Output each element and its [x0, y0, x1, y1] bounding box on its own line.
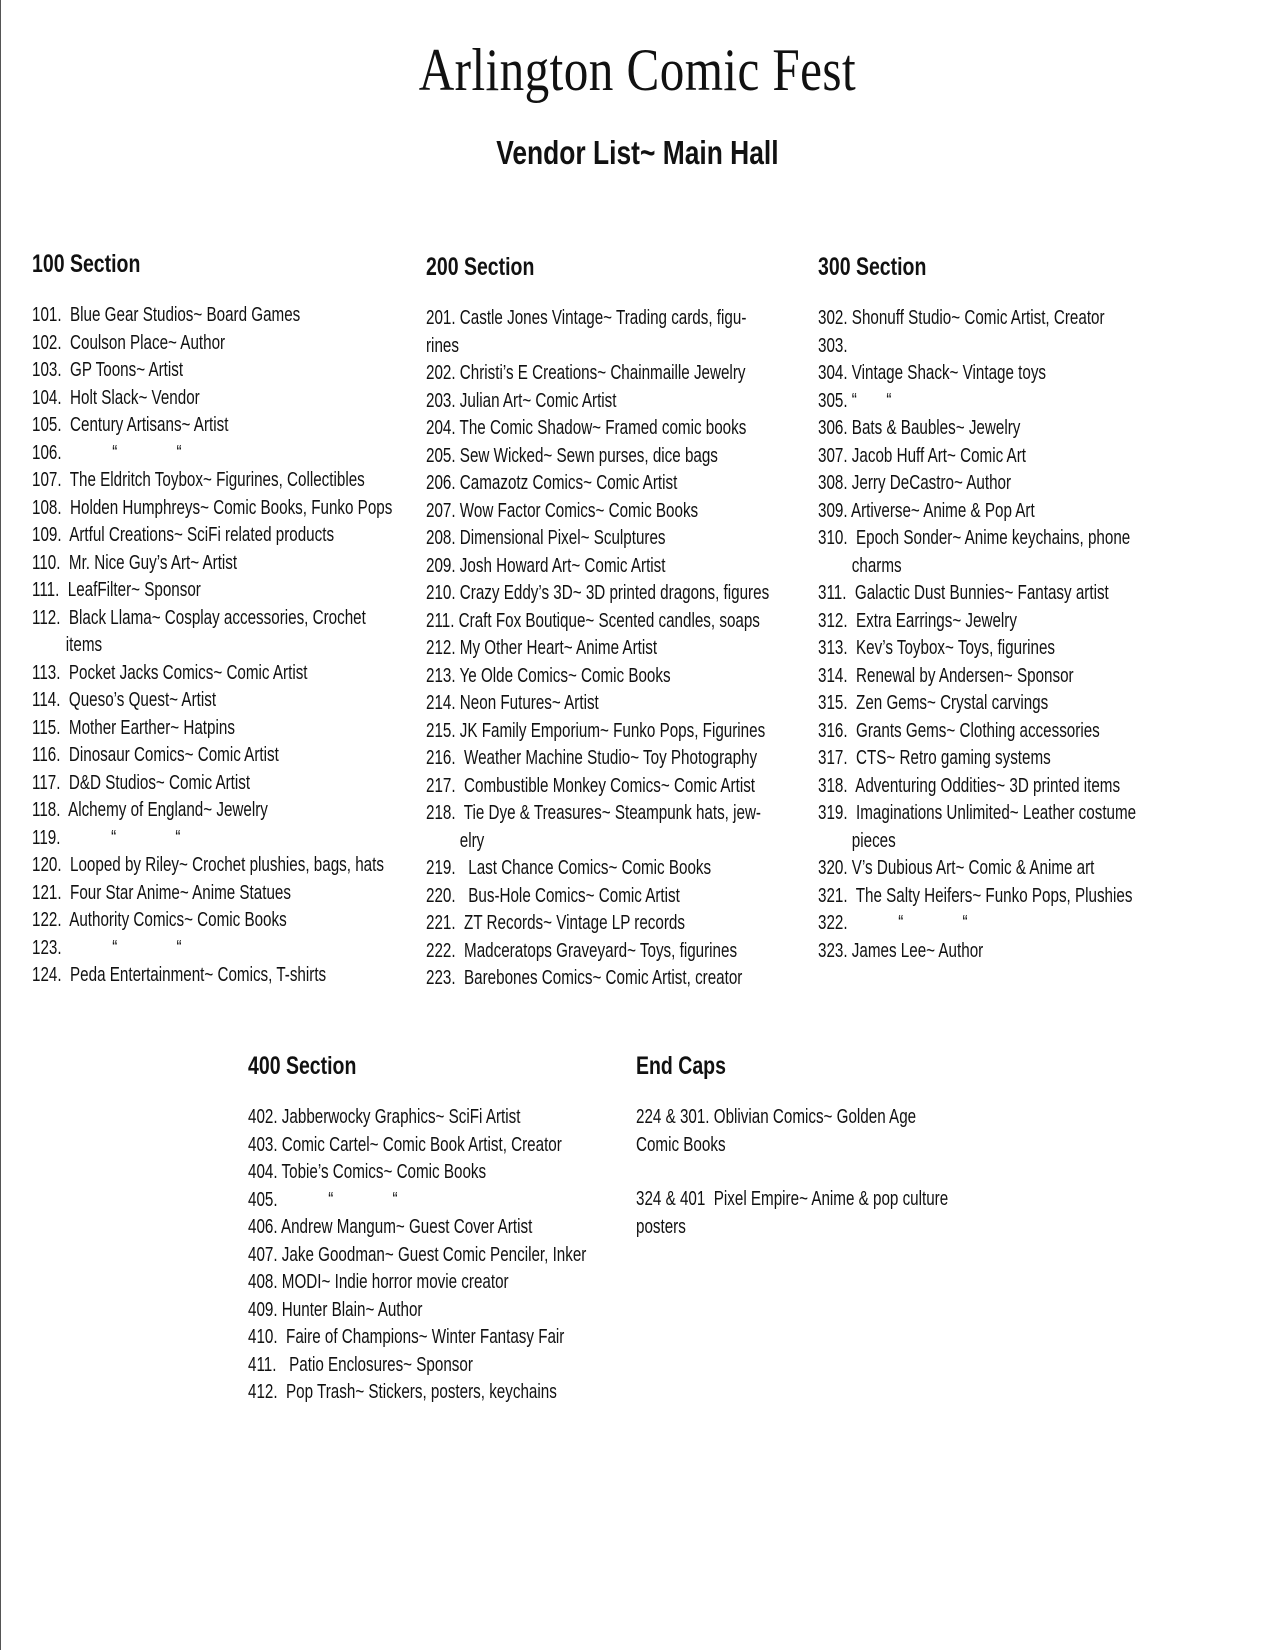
- vendor-entry-line: [426, 525, 769, 553]
- vendor-entry: [248, 1324, 693, 1352]
- vendor-entry-text: 116. Dinosaur Comics~ Comic Artist: [32, 744, 279, 766]
- vendor-entry: [636, 1104, 1047, 1159]
- vendor-entry-continuation: [818, 828, 1136, 856]
- vendor-entry-text: 204. The Comic Shadow~ Framed comic books: [426, 417, 747, 439]
- vendor-entry-line: [818, 938, 1136, 966]
- vendor-entry-line: [426, 855, 769, 883]
- vendor-entry: [426, 773, 878, 801]
- vendor-entry-line: [818, 800, 1136, 828]
- vendor-entry: [426, 608, 878, 636]
- vendor-entry: [426, 855, 878, 883]
- vendor-entry-text: 224 & 301. Oblivian Comics~ Golden Age: [636, 1106, 917, 1128]
- vendor-entry-line: [248, 1324, 586, 1352]
- vendor-entry-text: 305. “ “: [818, 389, 892, 412]
- vendor-entry-continuation: [426, 333, 769, 361]
- vendor-entry: [818, 663, 1237, 691]
- vendor-entry: [818, 938, 1237, 966]
- vendor-entry-text: 112. Black Llama~ Cosplay accessories, Crochet: [32, 606, 366, 629]
- vendor-entry: [818, 773, 1237, 801]
- vendor-entry-line: [32, 825, 392, 853]
- vendor-entry-text: 222. Madceratops Graveyard~ Toys, figurines: [426, 939, 738, 962]
- vendor-entry: [818, 745, 1237, 773]
- vendor-entry-line: [818, 443, 1136, 471]
- vendor-entry-text: 101. Blue Gear Studios~ Board Games: [32, 304, 301, 326]
- vendor-entry-text: 122. Authority Comics~ Comic Books: [32, 909, 287, 931]
- vendor-entry: [248, 1297, 693, 1325]
- vendor-entry-text: 210. Crazy Eddy’s 3D~ 3D printed dragons, figures: [426, 582, 770, 604]
- vendor-entry-line: [818, 718, 1136, 746]
- vendor-entry-line: [32, 550, 392, 578]
- vendor-entry-line: [818, 745, 1136, 773]
- vendor-entry-line: [426, 800, 769, 828]
- vendor-entry-text: 322. “ “: [818, 912, 968, 934]
- vendor-entry: [818, 883, 1237, 911]
- vendor-entry-text: 408. MODI~ Indie horror movie creator: [248, 1271, 509, 1293]
- vendor-entry-text: 118. Alchemy of England~ Jewelry: [32, 799, 268, 821]
- vendor-entry-text: 307. Jacob Huff Art~ Comic Art: [818, 444, 1026, 467]
- vendor-entry-line: [248, 1187, 586, 1215]
- vendor-entry-line: [248, 1104, 586, 1132]
- vendor-entry-text: 220. Bus-Hole Comics~ Comic Artist: [426, 884, 680, 907]
- vendor-entry-text: 219. Last Chance Comics~ Comic Books: [426, 857, 712, 879]
- vendor-entry-line: [426, 388, 769, 416]
- vendor-entry-text: 304. Vintage Shack~ Vintage toys: [818, 362, 1047, 384]
- vendor-entry-line: [426, 305, 769, 333]
- vendor-entry: [426, 525, 878, 553]
- vendor-entry-text: 410. Faire of Champions~ Winter Fantasy Fair: [248, 1326, 565, 1348]
- vendor-entry-line: [248, 1297, 586, 1325]
- vendor-entry: [426, 800, 878, 855]
- vendor-entry: [818, 580, 1237, 608]
- vendor-entry-text: 120. Looped by Riley~ Crochet plushies, bags, hats: [32, 854, 384, 876]
- vendor-entry-line: [426, 553, 769, 581]
- vendor-entry-continuation: [426, 828, 769, 856]
- vendor-entry-line: [248, 1132, 586, 1160]
- vendor-entry-line: [426, 910, 769, 938]
- vendor-entry-line: [818, 470, 1136, 498]
- vendor-entry-line: [248, 1242, 586, 1270]
- vendor-entry: [248, 1269, 693, 1297]
- vendor-entry: [426, 305, 878, 360]
- vendor-entry-text: 317. CTS~ Retro gaming systems: [818, 747, 1051, 769]
- vendor-entry: [426, 580, 878, 608]
- vendor-entry: [426, 690, 878, 718]
- vendor-entry: [818, 498, 1237, 526]
- vendor-entry-text: 315. Zen Gems~ Crystal carvings: [818, 692, 1049, 714]
- vendor-entry: [426, 498, 878, 526]
- vendor-entry-text: 320. V’s Dubious Art~ Comic & Anime art: [818, 857, 1095, 879]
- vendor-entry-text: 213. Ye Olde Comics~ Comic Books: [426, 664, 671, 687]
- vendor-entry-line: [426, 415, 769, 443]
- vendor-entry-continuation: [32, 632, 392, 660]
- vendor-entry-line: [818, 663, 1136, 691]
- vendor-entry-line: [426, 443, 769, 471]
- vendor-entry-text: 321. The Salty Heifers~ Funko Pops, Plushies: [818, 884, 1133, 907]
- vendor-entry-text: 310. Epoch Sonder~ Anime keychains, phone: [818, 527, 1131, 549]
- vendor-entry-text: 308. Jerry DeCastro~ Author: [818, 472, 1012, 494]
- vendor-entry-text: 207. Wow Factor Comics~ Comic Books: [426, 499, 699, 522]
- vendor-entry-text: 215. JK Family Emporium~ Funko Pops, Figurines: [426, 719, 766, 742]
- section-heading: 400 Section: [248, 1052, 357, 1080]
- vendor-entry-text: 109. Artful Creations~ SciFi related products: [32, 524, 335, 546]
- vendor-entry: [426, 360, 878, 388]
- vendor-list: [426, 305, 878, 993]
- vendor-entry: [248, 1187, 693, 1215]
- vendor-entry: [818, 443, 1237, 471]
- vendor-entry-line: [818, 333, 1136, 361]
- vendor-entry-line: [426, 718, 769, 746]
- vendor-entry-line: [818, 690, 1136, 718]
- vendor-entry-text: 409. Hunter Blain~ Author: [248, 1298, 423, 1321]
- page-edge: [0, 0, 1, 1650]
- vendor-entry-line: [32, 742, 392, 770]
- vendor-entry-line: [32, 770, 392, 798]
- vendor-entry-line: [818, 305, 1136, 333]
- vendor-entry-text: 119. “ “: [32, 826, 181, 849]
- vendor-entry: [818, 690, 1237, 718]
- vendor-entry: [426, 965, 878, 993]
- vendor-entry-line: [32, 935, 392, 963]
- vendor-entry: [248, 1132, 693, 1160]
- vendor-entry-text: 316. Grants Gems~ Clothing accessories: [818, 719, 1100, 742]
- vendor-entry-text: 205. Sew Wicked~ Sewn purses, dice bags: [426, 444, 718, 467]
- vendor-entry-text: 123. “ “: [32, 936, 182, 959]
- vendor-entry-line: [32, 962, 392, 990]
- vendor-entry-line: [426, 498, 769, 526]
- vendor-entry-line: [32, 330, 392, 358]
- vendor-entry-line: [426, 360, 769, 388]
- vendor-entry-text: 217. Combustible Monkey Comics~ Comic Artist: [426, 774, 756, 797]
- vendor-entry-line: [818, 415, 1136, 443]
- section-end-caps: [636, 1052, 1047, 1268]
- vendor-entry-text: Comic Books: [636, 1133, 726, 1156]
- vendor-entry-line: [32, 907, 392, 935]
- vendor-entry: [426, 938, 878, 966]
- vendor-entry-line: [426, 635, 769, 663]
- vendor-entry-line: [32, 880, 392, 908]
- vendor-entry-line: [818, 910, 1136, 938]
- vendor-entry-text: 303.: [818, 334, 848, 357]
- vendor-entry: [248, 1214, 693, 1242]
- vendor-entry-line: [426, 690, 769, 718]
- vendor-entry-text: 209. Josh Howard Art~ Comic Artist: [426, 554, 666, 577]
- vendor-entry: [426, 910, 878, 938]
- vendor-entry-text: 103. GP Toons~ Artist: [32, 359, 184, 381]
- vendor-entry-text: 311. Galactic Dust Bunnies~ Fantasy artist: [818, 582, 1109, 604]
- vendor-entry-line: [32, 440, 392, 468]
- vendor-entry-line: [32, 605, 392, 633]
- vendor-entry-text: 214. Neon Futures~ Artist: [426, 692, 599, 714]
- vendor-entry-line: [818, 608, 1136, 636]
- vendor-entry-text: 203. Julian Art~ Comic Artist: [426, 389, 617, 412]
- vendor-entry: [248, 1242, 693, 1270]
- vendor-entry-text: 406. Andrew Mangum~ Guest Cover Artist: [248, 1216, 533, 1238]
- vendor-entry-line: [426, 883, 769, 911]
- vendor-entry: [818, 305, 1237, 333]
- vendor-entry-text: 114. Queso’s Quest~ Artist: [32, 689, 217, 711]
- vendor-entry-text: 121. Four Star Anime~ Anime Statues: [32, 881, 291, 904]
- vendor-entry-text: 102. Coulson Place~ Author: [32, 331, 226, 354]
- vendor-entry-text: 107. The Eldritch Toybox~ Figurines, Collectibles: [32, 469, 365, 491]
- vendor-entry-text: posters: [636, 1215, 686, 1238]
- vendor-entry: [248, 1159, 693, 1187]
- vendor-entry-line: [426, 745, 769, 773]
- vendor-entry-line: [248, 1214, 586, 1242]
- vendor-list: [636, 1104, 1047, 1241]
- vendor-entry: [426, 635, 878, 663]
- vendor-entry-line: [818, 498, 1136, 526]
- vendor-entry-text: 106. “ “: [32, 441, 182, 464]
- vendor-entry-line: [636, 1186, 948, 1214]
- vendor-entry-text: 306. Bats & Baubles~ Jewelry: [818, 417, 1021, 439]
- vendor-entry-line: [32, 522, 392, 550]
- vendor-entry: [426, 883, 878, 911]
- vendor-entry: [248, 1379, 693, 1407]
- vendor-entry-text: elry: [426, 829, 485, 852]
- vendor-entry-text: 223. Barebones Comics~ Comic Artist, creator: [426, 967, 743, 989]
- vendor-entry-text: charms: [818, 554, 902, 577]
- vendor-entry: [818, 360, 1237, 388]
- vendor-entry: [426, 745, 878, 773]
- vendor-entry: [818, 800, 1237, 855]
- vendor-entry-line: [32, 357, 392, 385]
- vendor-entry: [426, 663, 878, 691]
- vendor-entry: [818, 388, 1237, 416]
- vendor-entry-text: 221. ZT Records~ Vintage LP records: [426, 912, 685, 934]
- vendor-entry-text: 412. Pop Trash~ Stickers, posters, keychains: [248, 1381, 557, 1403]
- vendor-entry-text: 104. Holt Slack~ Vendor: [32, 386, 200, 409]
- vendor-entry-line: [248, 1352, 586, 1380]
- vendor-entry-line: [32, 715, 392, 743]
- vendor-entry-text: items: [32, 634, 103, 656]
- vendor-entry-line: [32, 467, 392, 495]
- vendor-entry: [818, 855, 1237, 883]
- vendor-entry-line: [248, 1159, 586, 1187]
- vendor-entry-text: 202. Christi’s E Creations~ Chainmaille Jewelry: [426, 362, 746, 384]
- vendor-entry: [818, 608, 1237, 636]
- vendor-entry: [818, 525, 1237, 580]
- vendor-entry-text: 124. Peda Entertainment~ Comics, T-shirts: [32, 964, 327, 986]
- vendor-entry-line: [32, 412, 392, 440]
- vendor-entry: [248, 1352, 693, 1380]
- vendor-entry-text: 404. Tobie’s Comics~ Comic Books: [248, 1161, 487, 1183]
- vendor-entry-continuation: [818, 553, 1136, 581]
- vendor-entry-text: 323. James Lee~ Author: [818, 939, 984, 962]
- page-title: Arlington Comic Fest: [418, 37, 857, 103]
- vendor-entry: [636, 1186, 1047, 1241]
- vendor-list: [818, 305, 1237, 965]
- vendor-entry-text: 218. Tie Dye & Treasures~ Steampunk hats, jew-: [426, 802, 761, 824]
- page-subtitle: Vendor List~ Main Hall: [496, 134, 779, 171]
- vendor-entry-line: [32, 302, 392, 330]
- vendor-entry-text: 312. Extra Earrings~ Jewelry: [818, 609, 1017, 632]
- vendor-entry: [818, 415, 1237, 443]
- vendor-entry-text: 201. Castle Jones Vintage~ Trading cards, figu-: [426, 307, 747, 329]
- vendor-entry-line: [818, 525, 1136, 553]
- vendor-entry-line: [426, 580, 769, 608]
- section-heading: 200 Section: [426, 253, 535, 281]
- vendor-entry: [818, 635, 1237, 663]
- vendor-entry-line: [818, 580, 1136, 608]
- vendor-entry-text: 212. My Other Heart~ Anime Artist: [426, 637, 658, 659]
- vendor-entry-text: 407. Jake Goodman~ Guest Comic Penciler, Inker: [248, 1243, 587, 1266]
- vendor-entry-text: 405. “ “: [248, 1188, 398, 1211]
- vendor-entry-line: [248, 1269, 586, 1297]
- section-200: [426, 253, 878, 993]
- vendor-entry-text: 111. LeafFilter~ Sponsor: [32, 579, 201, 601]
- section-heading: 100 Section: [32, 250, 141, 278]
- vendor-entry-text: 211. Craft Fox Boutique~ Scented candles, soaps: [426, 609, 760, 632]
- vendor-entry-text: 402. Jabberwocky Graphics~ SciFi Artist: [248, 1106, 521, 1128]
- vendor-entry-text: 314. Renewal by Andersen~ Sponsor: [818, 664, 1074, 687]
- section-heading: 300 Section: [818, 253, 927, 281]
- vendor-entry-line: [426, 663, 769, 691]
- vendor-entry-text: 309. Artiverse~ Anime & Pop Art: [818, 499, 1035, 522]
- vendor-entry-text: 108. Holden Humphreys~ Comic Books, Funko Pops: [32, 496, 393, 519]
- vendor-entry-line: [32, 797, 392, 825]
- vendor-entry-line: [818, 388, 1136, 416]
- vendor-entry: [818, 333, 1237, 361]
- vendor-entry-text: 319. Imaginations Unlimited~ Leather costume: [818, 802, 1137, 824]
- vendor-entry-line: [32, 495, 392, 523]
- vendor-entry-line: [426, 608, 769, 636]
- vendor-entry-line: [32, 660, 392, 688]
- vendor-entry: [248, 1104, 693, 1132]
- vendor-entry: [818, 910, 1237, 938]
- vendor-entry-line: [818, 773, 1136, 801]
- vendor-list: [248, 1104, 693, 1407]
- vendor-entry-text: rines: [426, 334, 459, 357]
- vendor-entry-line: [818, 855, 1136, 883]
- vendor-entry: [426, 388, 878, 416]
- vendor-entry-text: 313. Kev’s Toybox~ Toys, figurines: [818, 637, 1056, 659]
- vendor-entry-line: [426, 938, 769, 966]
- section-400: [248, 1052, 693, 1407]
- vendor-entry: [426, 470, 878, 498]
- vendor-entry-line: [248, 1379, 586, 1407]
- vendor-entry: [426, 553, 878, 581]
- vendor-entry: [818, 718, 1237, 746]
- vendor-entry-text: 318. Adventuring Oddities~ 3D printed items: [818, 774, 1121, 797]
- vendor-entry-line: [426, 773, 769, 801]
- vendor-entry-line: [818, 635, 1136, 663]
- vendor-entry-text: 302. Shonuff Studio~ Comic Artist, Creator: [818, 307, 1105, 329]
- vendor-entry-line: [818, 360, 1136, 388]
- vendor-entry-text: 117. D&D Studios~ Comic Artist: [32, 771, 251, 794]
- vendor-entry-line: [818, 883, 1136, 911]
- vendor-entry-text: pieces: [818, 829, 896, 852]
- vendor-entry-continuation: [636, 1132, 948, 1160]
- vendor-entry-text: 105. Century Artisans~ Artist: [32, 414, 229, 436]
- vendor-entry-line: [426, 965, 769, 993]
- vendor-entry-text: 206. Camazotz Comics~ Comic Artist: [426, 472, 678, 494]
- vendor-entry-line: [32, 852, 392, 880]
- vendor-entry-text: 411. Patio Enclosures~ Sponsor: [248, 1353, 473, 1376]
- vendor-entry-line: [636, 1104, 948, 1132]
- section-heading: End Caps: [636, 1052, 726, 1080]
- vendor-entry: [426, 718, 878, 746]
- vendor-entry-line: [32, 385, 392, 413]
- vendor-entry-line: [32, 687, 392, 715]
- vendor-entry: [426, 415, 878, 443]
- vendor-entry-text: 324 & 401 Pixel Empire~ Anime & pop culture: [636, 1188, 949, 1210]
- vendor-entry-text: 208. Dimensional Pixel~ Sculptures: [426, 527, 666, 549]
- vendor-entry: [426, 443, 878, 471]
- vendor-entry-text: 216. Weather Machine Studio~ Toy Photography: [426, 747, 758, 769]
- vendor-entry-text: 110. Mr. Nice Guy’s Art~ Artist: [32, 551, 238, 574]
- vendor-entry-text: 403. Comic Cartel~ Comic Book Artist, Creator: [248, 1133, 562, 1156]
- vendor-entry-line: [32, 577, 392, 605]
- vendor-entry-line: [426, 470, 769, 498]
- vendor-entry: [818, 470, 1237, 498]
- vendor-entry-text: 113. Pocket Jacks Comics~ Comic Artist: [32, 661, 308, 684]
- vendor-entry-text: 115. Mother Earther~ Hatpins: [32, 716, 235, 739]
- vendor-entry-continuation: [636, 1214, 948, 1242]
- section-300: [818, 253, 1237, 965]
